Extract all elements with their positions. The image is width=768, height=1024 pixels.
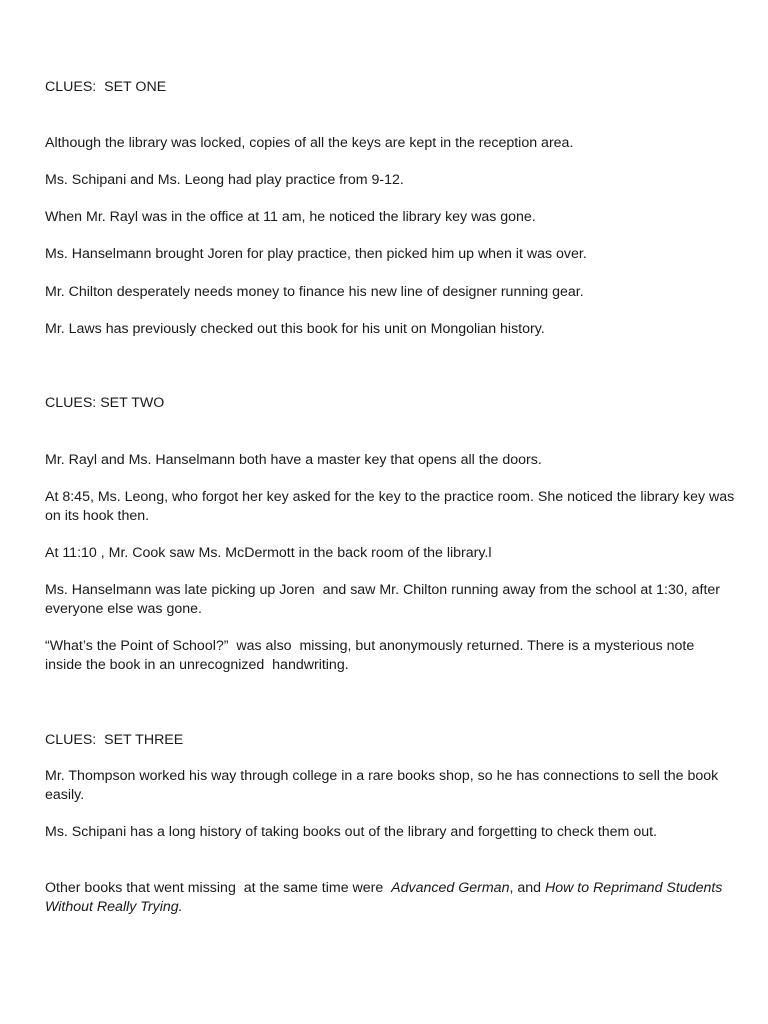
set-one-clue-1: Although the library was locked, copies of all the keys are kept in the reception area. (45, 135, 574, 151)
set-two-clue-5: “What’s the Point of School?” was also missing, but anonymously returned. There is a mysterious note inside the book in an unrecognized handwriting. (45, 638, 699, 673)
set-one-heading: CLUES: SET ONE (45, 79, 167, 95)
book-title-reprimand-students: How to Reprimand Students Without Really Trying. (45, 880, 727, 915)
set-three-clue-2: Ms. Schipani has a long history of taking books out of the library and forgetting to check them out. (45, 824, 657, 840)
set-one-clue-2: Ms. Schipani and Ms. Leong had play practice from 9-12. (45, 172, 404, 188)
set-one-clue-5: Mr. Chilton desperately needs money to finance his new line of designer running gear. (45, 284, 584, 300)
set-two-heading: CLUES: SET TWO (45, 395, 165, 411)
set-two-clue-2: At 8:45, Ms. Leong, who forgot her key asked for the key to the practice room. She noticed the library key was on its hook then. (45, 489, 739, 524)
book-title-advanced-german: Advanced German (391, 880, 510, 896)
set-three-heading: CLUES: SET THREE (45, 732, 184, 748)
set-two-clue-1: Mr. Rayl and Ms. Hanselmann both have a master key that opens all the doors. (45, 452, 542, 468)
set-one-clue-6: Mr. Laws has previously checked out this book for his unit on Mongolian history. (45, 321, 545, 337)
set-two-clue-4: Ms. Hanselmann was late picking up Joren and saw Mr. Chilton running away from the school at 1:30, after everyone else was gone. (45, 582, 724, 617)
set-one-clue-4: Ms. Hanselmann brought Joren for play practice, then picked him up when it was over. (45, 246, 587, 262)
set-one-clue-3: When Mr. Rayl was in the office at 11 am, he noticed the library key was gone. (45, 209, 536, 225)
set-three-clue-1: Mr. Thompson worked his way through college in a rare books shop, so he has connections to sell the book easily. (45, 768, 723, 803)
missing-books-note (45, 879, 735, 917)
set-two-clue-3: At 11:10 , Mr. Cook saw Ms. McDermott in the back room of the library.l (45, 545, 492, 561)
missing-books-joiner: , and (509, 880, 545, 896)
missing-books-prefix: Other books that went missing at the same time were (45, 880, 392, 896)
